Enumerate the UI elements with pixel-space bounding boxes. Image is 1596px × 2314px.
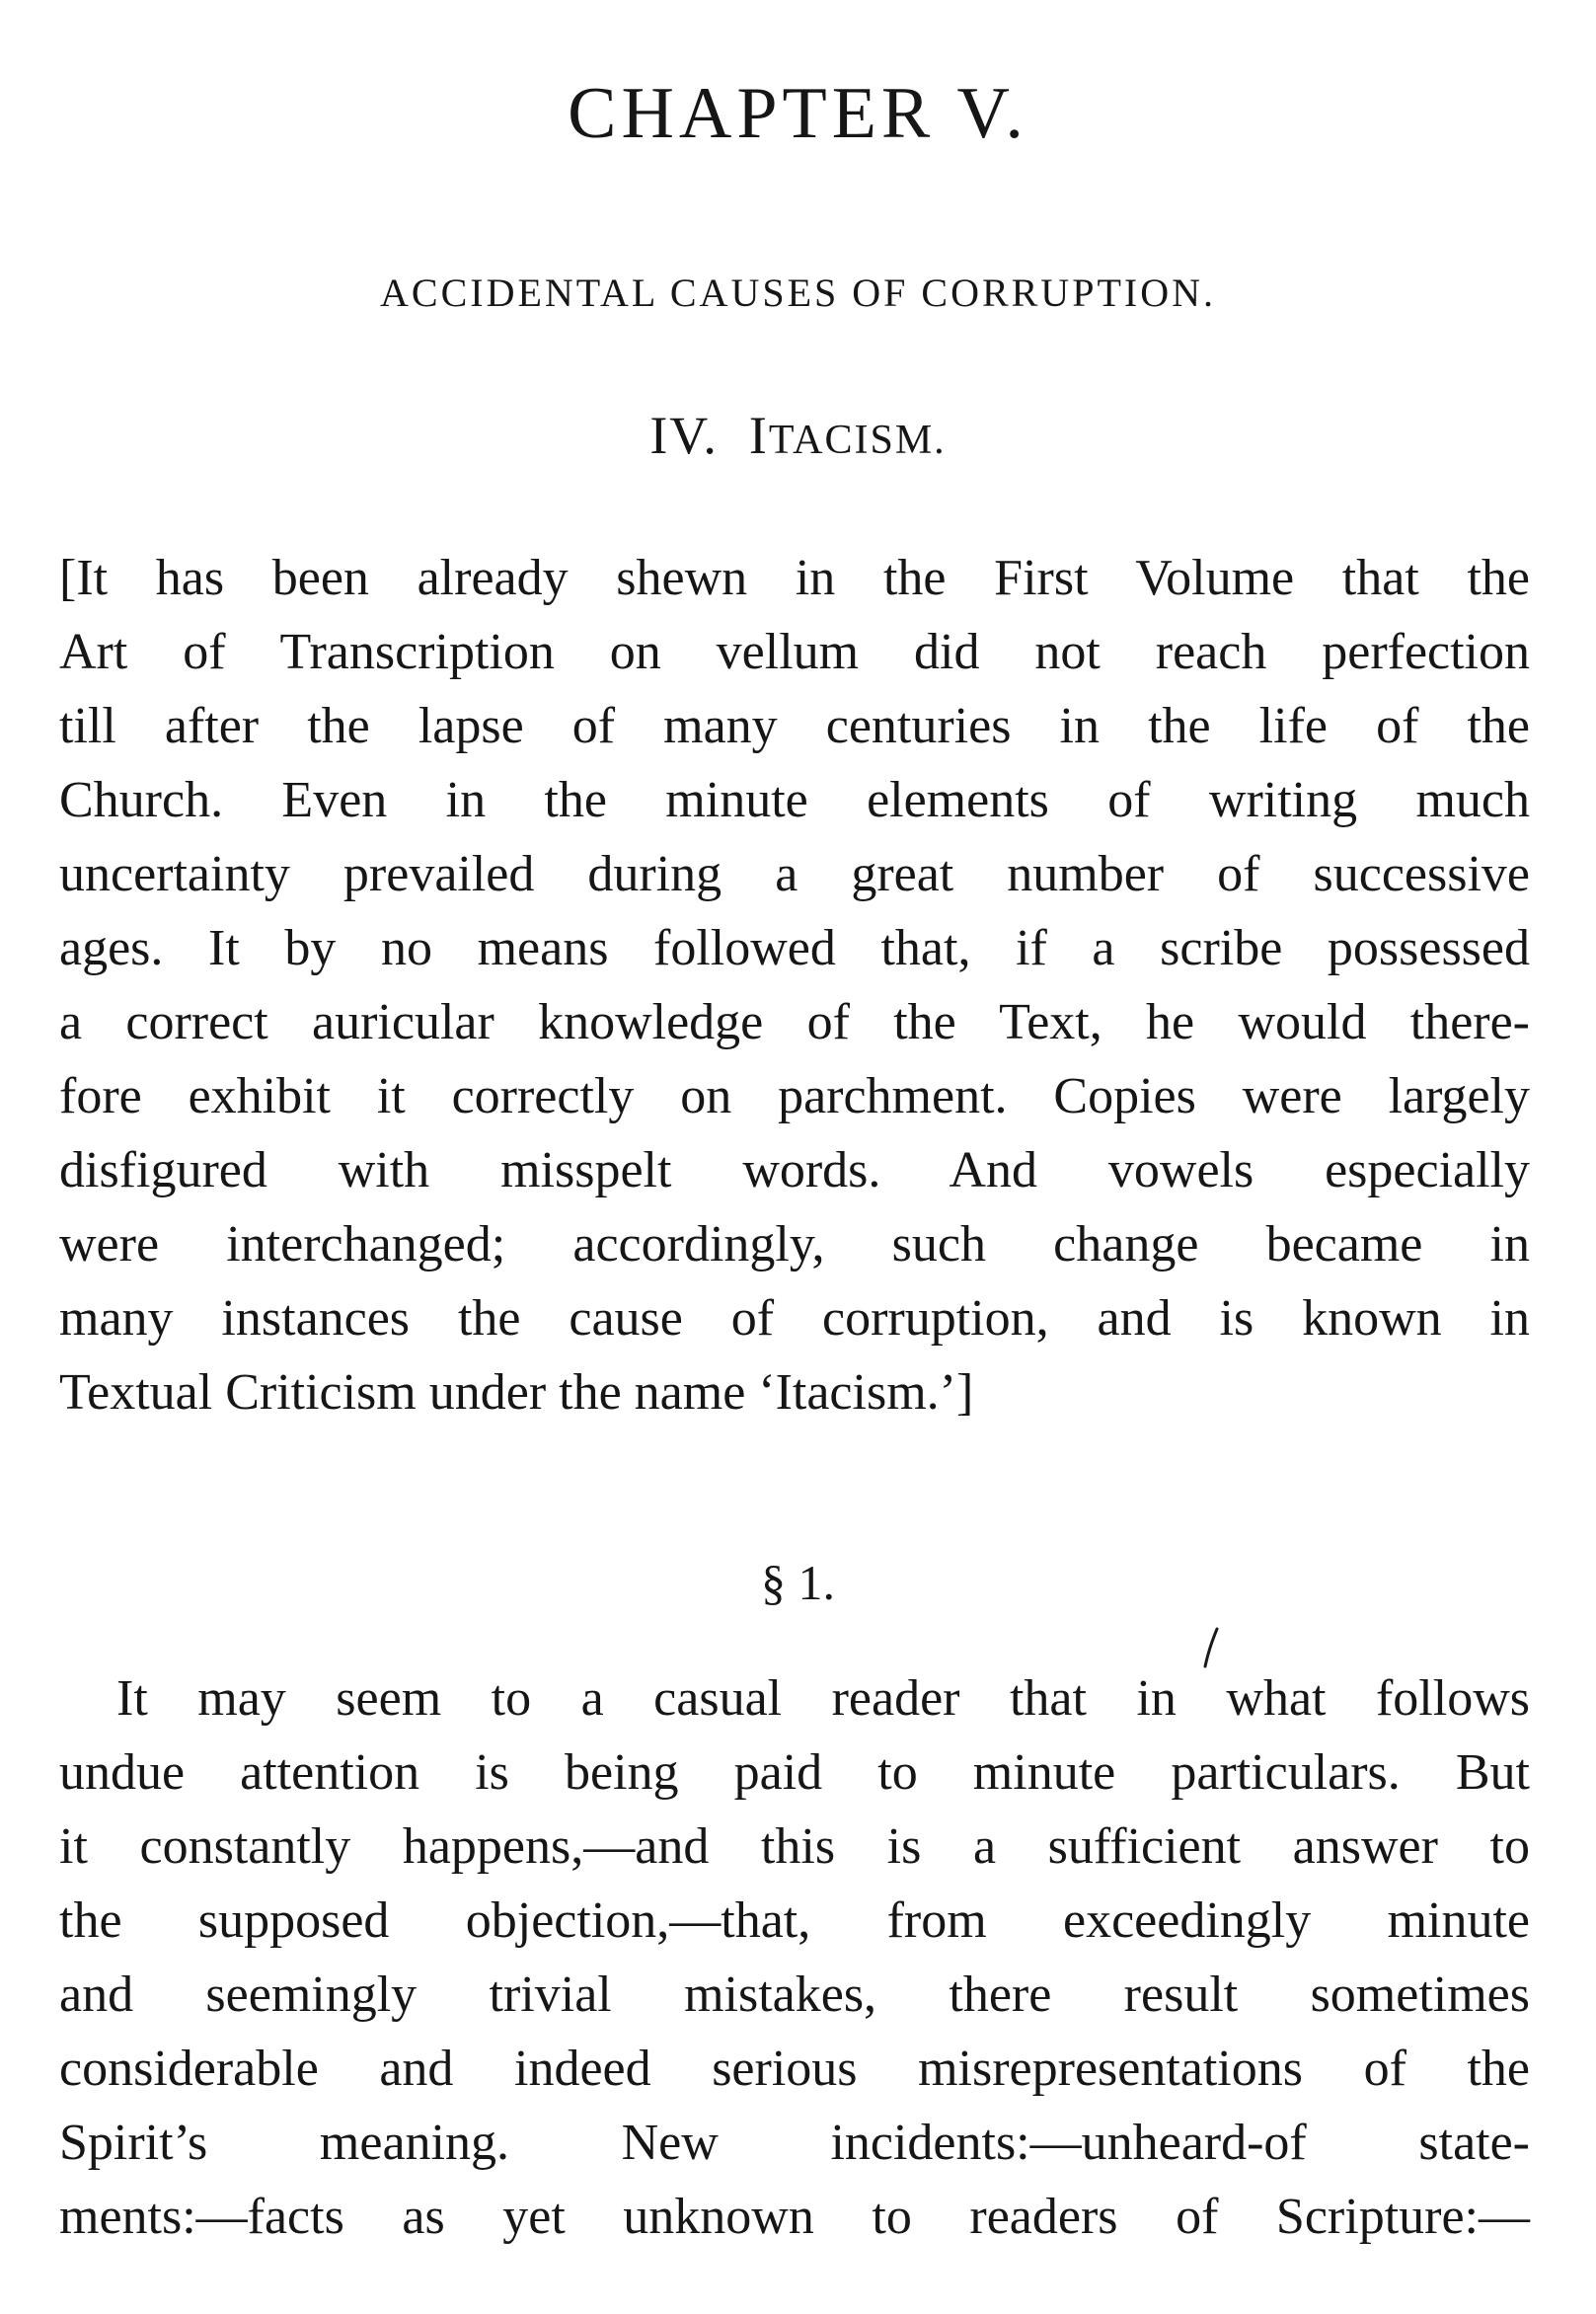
text-line: Spirit’s meaning. New incidents:—unheard-of state- bbox=[59, 2115, 1530, 2171]
section-numeral: IV. bbox=[649, 406, 719, 465]
text-line: and seemingly trivial mistakes, there result sometimes bbox=[59, 1967, 1530, 2023]
text-line: a correct auricular knowledge of the Text, he would there- bbox=[59, 994, 1530, 1050]
section-title-initial: I bbox=[748, 406, 769, 465]
text-line: it constantly happens,—and this is a sufficient answer to bbox=[59, 1818, 1530, 1875]
intro-paragraph bbox=[59, 541, 1530, 1429]
text-line: undue attention is being paid to minute particulars. But bbox=[59, 1744, 1530, 1801]
text-line: many instances the cause of corruption, and is known in bbox=[59, 1290, 1530, 1347]
text-line: It may seem to a casual reader that in what follows bbox=[116, 1670, 1530, 1727]
pen-annotation-mark bbox=[1189, 1627, 1268, 1814]
text-line: the supposed objection,—that, from exceedingly minute bbox=[59, 1892, 1530, 1949]
text-line: were interchanged; accordingly, such change became in bbox=[59, 1216, 1530, 1273]
text-line: fore exhibit it correctly on parchment. Copies were largely bbox=[59, 1068, 1530, 1124]
paragraph-1 bbox=[59, 1661, 1530, 2254]
text-line: [It has been already shewn in the First Volume that the bbox=[59, 550, 1530, 606]
text-line: till after the lapse of many centuries in the life of the bbox=[59, 698, 1530, 754]
text-line: Art of Transcription on vellum did not reach perfection bbox=[59, 624, 1530, 680]
text-line: ages. It by no means followed that, if a scribe possessed bbox=[59, 920, 1530, 976]
section-heading bbox=[0, 406, 1596, 465]
text-line: Textual Criticism under the name ‘Itacism.’] bbox=[59, 1364, 974, 1421]
text-line: considerable and indeed serious misrepresentations of the bbox=[59, 2041, 1530, 2097]
text-line: ments:—facts as yet unknown to readers of Scripture:— bbox=[59, 2189, 1530, 2245]
text-line: disfigured with misspelt words. And vowels especially bbox=[59, 1142, 1530, 1198]
text-line: uncertainty prevailed during a great number of successive bbox=[59, 846, 1530, 902]
chapter-subtitle: ACCIDENTAL CAUSES OF CORRUPTION. bbox=[380, 270, 1216, 315]
text-line: Church. Even in the minute elements of writing much bbox=[59, 772, 1530, 828]
section-title-rest: TACISM. bbox=[768, 418, 947, 463]
section-number: § 1. bbox=[761, 1555, 835, 1610]
chapter-title: CHAPTER V. bbox=[568, 73, 1028, 154]
